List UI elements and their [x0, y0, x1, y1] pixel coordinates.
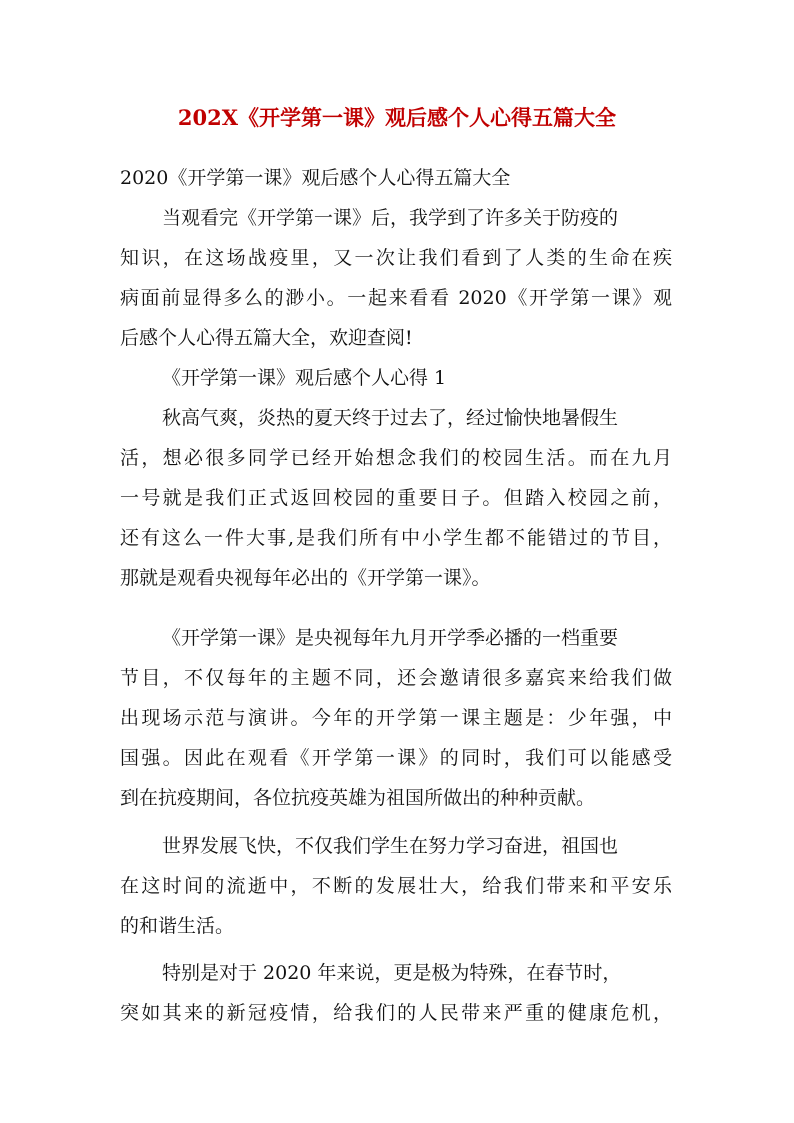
text-line: 节目，不仅每年的主题不同，还会邀请很多嘉宾来给我们做 [120, 667, 672, 689]
text-line: 病面前显得多么的渺小。一起来看看 2020《开学第一课》观 [120, 287, 672, 309]
text-line: 出现场示范与演讲。今年的开学第一课主题是：少年强，中 [120, 707, 672, 729]
text-line: 的和谐生活。 [120, 915, 235, 937]
text-line: 一号就是我们正式返回校园的重要日子。但踏入校园之前， [120, 487, 672, 509]
text-line: 世界发展飞快，不仅我们学生在努力学习奋进，祖国也 [162, 835, 619, 857]
document-subtitle: 2020《开学第一课》观后感个人心得五篇大全 [120, 167, 511, 189]
text-line: 国强。因此在观看《开学第一课》的同时，我们可以能感受 [120, 747, 672, 769]
section-heading: 《开学第一课》观后感个人心得 1 [162, 367, 447, 389]
text-line: 知识，在这场战疫里，又一次让我们看到了人类的生命在疾 [120, 247, 672, 269]
text-line: 当观看完《开学第一课》后，我学到了许多关于防疫的 [162, 207, 619, 229]
text-line: 突如其来的新冠疫情，给我们的人民带来严重的健康危机， [120, 1002, 672, 1024]
text-line: 后感个人心得五篇大全，欢迎查阅! [120, 327, 413, 349]
document-title: 202X《开学第一课》观后感个人心得五篇大全 [177, 105, 617, 130]
text-line: 还有这么一件大事,是我们所有中小学生都不能错过的节目， [120, 527, 672, 549]
text-line: 到在抗疫期间，各位抗疫英雄为祖国所做出的种种贡献。 [120, 787, 596, 809]
text-line: 《开学第一课》是央视每年九月开学季必播的一档重要 [162, 627, 619, 649]
text-line: 秋高气爽，炎热的夏天终于过去了，经过愉快地暑假生 [162, 407, 619, 429]
text-line: 那就是观看央视每年必出的《开学第一课》。 [120, 567, 491, 589]
text-line: 活，想必很多同学已经开始想念我们的校园生活。而在九月 [120, 447, 672, 469]
text-line: 特别是对于 2020 年来说，更是极为特殊，在春节时， [162, 962, 622, 984]
text-line: 在这时间的流逝中，不断的发展壮大，给我们带来和平安乐 [120, 875, 672, 897]
